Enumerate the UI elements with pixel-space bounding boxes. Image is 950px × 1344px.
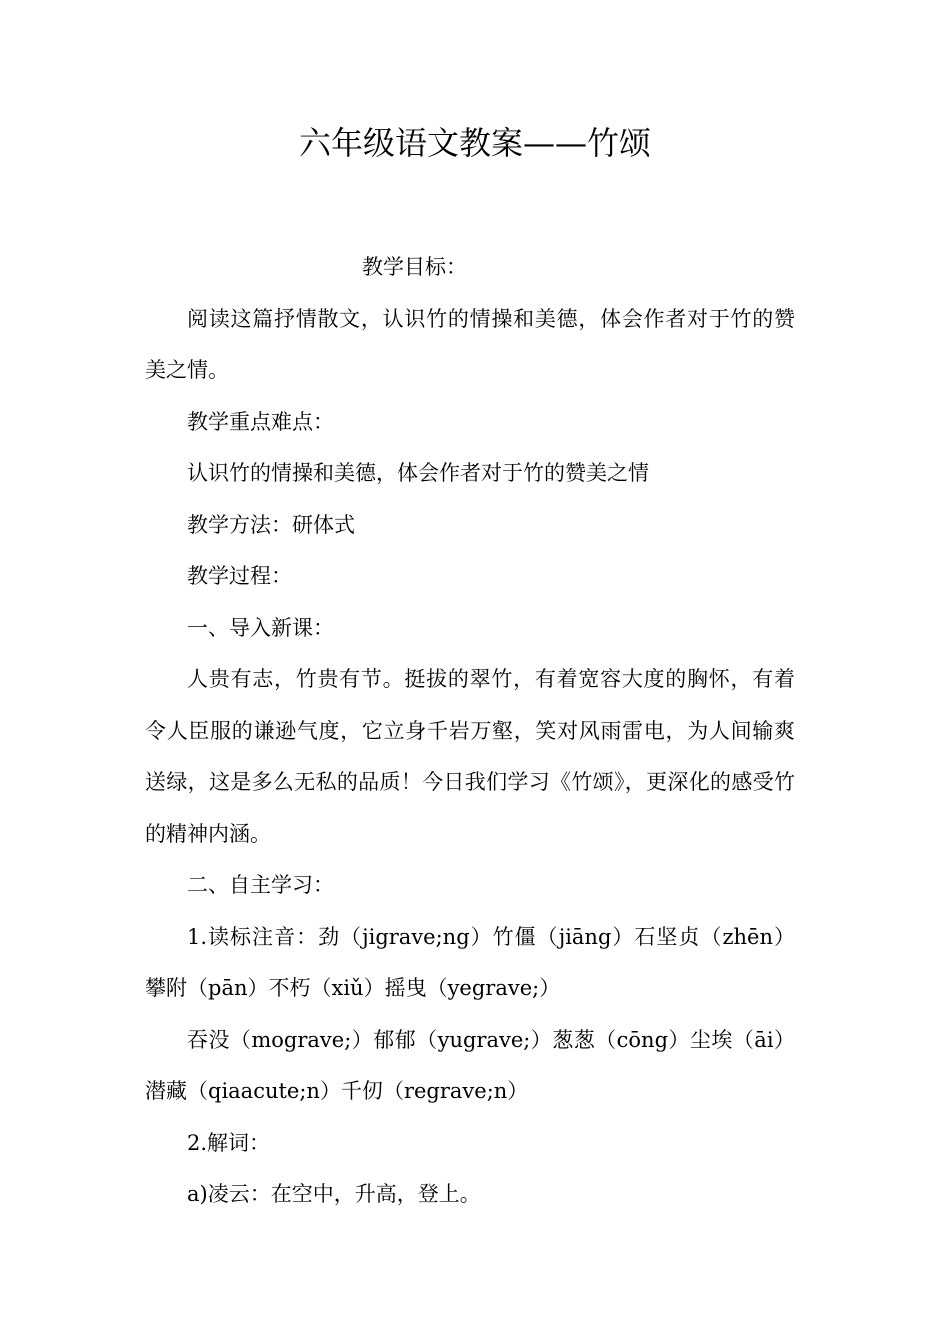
key-points-text: 认识竹的情操和美德，体会作者对于竹的赞美之情: [187, 461, 649, 485]
teaching-goals-text: 阅读这篇抒情散文，认识竹的情操和美德，体会作者对于竹的赞美之情。: [145, 306, 795, 382]
vocabulary-heading: 2.解词：: [187, 1130, 271, 1155]
key-points-heading: 教学重点难点：: [187, 409, 334, 434]
section-one-heading: 一、导入新课：: [187, 615, 334, 640]
teaching-process-heading: 教学过程：: [187, 564, 292, 588]
document-body: [145, 242, 795, 1221]
teaching-method: 教学方法：研体式: [187, 512, 355, 537]
document-title: 六年级语文教案——竹颂: [298, 124, 651, 162]
pronunciation-list-2: 吞没（mograve;）郁郁（yugrave;）葱葱（cōng）尘埃（āi）潜藏（qiaacute;n）千仞（regrave;n）: [145, 1027, 795, 1103]
teaching-goals-heading: 教学目标：: [362, 255, 467, 279]
pronunciation-list-1: 1.读标注音：劲（jigrave;ng）竹僵（jiāng）石坚贞（zhēn）攀附（pān）不朽（xiǔ）摇曳（yegrave;）: [145, 924, 795, 1000]
section-two-heading: 二、自主学习：: [187, 873, 334, 897]
introduction-paragraph: 人贵有志，竹贵有节。挺拔的翠竹，有着宽容大度的胸怀，有着令人臣服的谦逊气度，它立身千岩万壑，笑对风雨雷电，为人间输爽送绿，这是多么无私的品质！今日我们学习《竹颂》，更深化的感受竹的精神内涵。: [145, 667, 795, 846]
vocabulary-item: a)凌云：在空中，升高，登上。: [187, 1182, 481, 1206]
